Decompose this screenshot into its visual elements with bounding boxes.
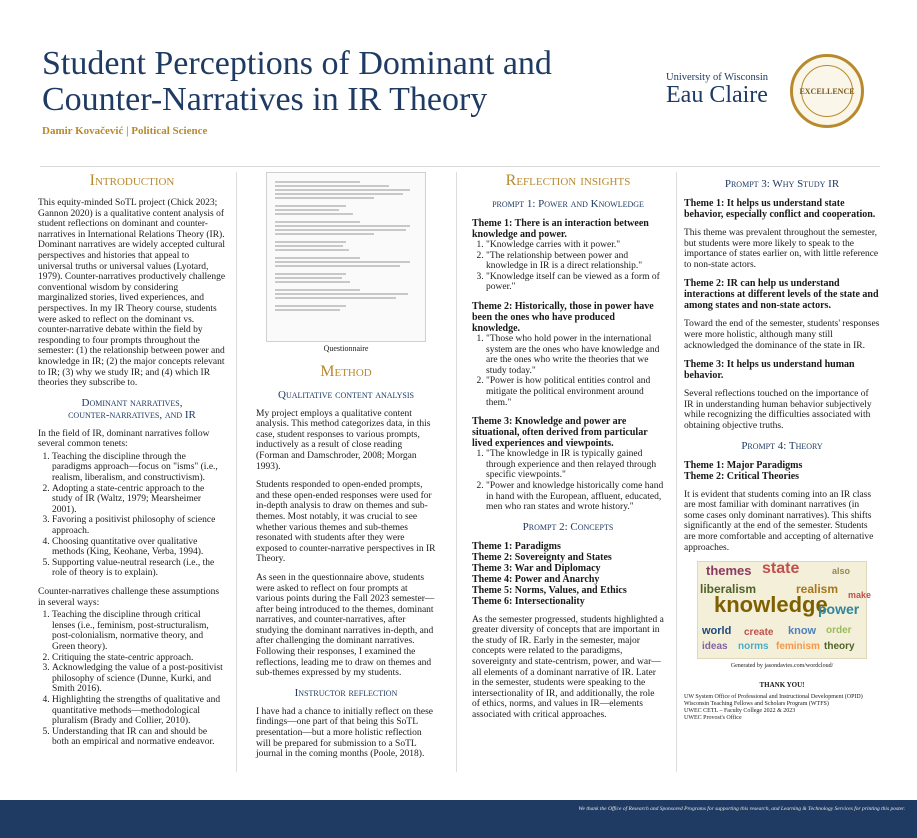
word-cloud-word: norms xyxy=(738,641,769,653)
footer-acknowledgement: We thank the Office of Research and Sponsored Programs for supporting this research, and Learning & Technology Services for printing this poster. xyxy=(578,806,905,812)
list-item: 5. Understanding that IR can and should be both an empirical and normative endeavor. xyxy=(52,727,226,748)
concept-themes xyxy=(472,541,664,607)
word-cloud-word: also xyxy=(832,566,851,577)
list-item: 1. Teaching the discipline through critical lenses (i.e., feminism, post-structuralism, post-colonialism, normative theory, and Green theory). xyxy=(52,610,226,652)
sponsor-item: UWEC CETL – Faculty College 2022 & 2023 xyxy=(684,708,796,715)
campus-name: Eau Claire xyxy=(666,82,768,108)
prompt4-paragraph: It is evident that students coming into an IR class are most familiar with dominant narratives (in some cases only dominant narratives). This shifts significantly at the end of the semester. Students are more comfortable and accepting of alternative approaches. xyxy=(684,489,874,553)
word-cloud-credit: Generated by jasondavies.com/wordcloud/ xyxy=(730,663,834,670)
list-item: 1. "Knowledge carries with it power." xyxy=(486,240,664,251)
list-item: 2. "Power is how political entities control and mitigate the political environment around them." xyxy=(486,376,664,408)
word-cloud-word: create xyxy=(744,627,774,639)
list-item: 3. Favoring a positivist philosophy of science approach. xyxy=(52,515,226,536)
list-item: 1. Teaching the discipline through the paradigms approach—focus on "isms" (i.e., realism, liberalism, and constructivism). xyxy=(52,452,226,484)
dominant-heading-line-1: Dominant narratives, xyxy=(81,396,183,409)
prompt3-theme-2: Theme 2: IR can help us understand interactions at different levels of the state and among states and non-state actors. xyxy=(684,278,879,312)
column-divider xyxy=(676,172,677,772)
column-method xyxy=(256,172,436,768)
prompt3-paragraph-2: Toward the end of the semester, students' responses were more holistic, although many still acknowledged the dominance of the state in IR. xyxy=(684,319,880,351)
list-item: 4. Highlighting the strengths of qualitative and quantitative methods—methodological pluralism (Brady and Collier, 2010). xyxy=(52,695,226,727)
prompt3-paragraph-1: This theme was prevalent throughout the semester, but students were more likely to speak to the importance of states earlier on, with little reference to non-state actors. xyxy=(684,228,879,270)
concept-theme: Theme 1: Paradigms xyxy=(472,540,561,552)
prompt3-theme-3: Theme 3: It helps us understand human behavior. xyxy=(684,359,855,382)
prompt1-theme2-quotes xyxy=(472,334,664,408)
reflection-insights-heading: Reflection insights xyxy=(505,172,631,189)
university-name: University of Wisconsin xyxy=(666,72,769,83)
prompt-3-heading: Prompt 3: Why Study IR xyxy=(724,178,840,190)
university-logo xyxy=(666,72,782,107)
concept-theme: Theme 3: War and Diplomacy xyxy=(472,562,601,574)
poster-title xyxy=(42,46,662,118)
list-item: 5. Supporting value-neutral research (i.e., the role of theory is to explain). xyxy=(52,558,226,579)
word-cloud-word: theory xyxy=(824,641,855,653)
dominant-narratives-heading xyxy=(38,397,226,421)
title-line-1: Student Perceptions of Dominant and xyxy=(42,45,552,82)
prompt4-theme-1: Theme 1: Major Paradigms xyxy=(684,459,803,471)
column-introduction xyxy=(38,172,226,756)
word-cloud-word: state xyxy=(762,560,800,578)
concept-theme: Theme 2: Sovereignty and States xyxy=(472,551,612,563)
prompt3-paragraph-3: Several reflections touched on the importance of IR in understanding human behavior subjectively while recognizing the difficulties associated with obtaining objective truths. xyxy=(684,389,872,431)
instructor-reflection-text: I have had a chance to initially reflect on these findings—one part of that being this SoTL presentation—but a more holistic reflection will be prepared for submission to a SoTL journal in the coming months (Poole, 2018). xyxy=(256,706,433,760)
qualitative-analysis-heading: Qualitative content analysis xyxy=(278,388,414,401)
prompt-1-heading: prompt 1: Power and Knowledge xyxy=(492,198,644,210)
seal-text: EXCELLENCE xyxy=(799,87,855,96)
sponsors-list xyxy=(684,694,880,722)
word-cloud-word: know xyxy=(788,625,817,638)
prompt1-theme-2: Theme 2: Historically, those in power have been the ones who have produced knowledge. xyxy=(472,300,654,334)
word-cloud-word: feminism xyxy=(776,641,820,653)
header-rule xyxy=(40,166,880,167)
list-item: 4. Choosing quantitative over qualitative methods (King, Keohane, Verba, 1994). xyxy=(52,537,226,558)
list-item: 2. Critiquing the state-centric approach. xyxy=(52,653,226,664)
poster-header xyxy=(0,0,917,160)
method-paragraph-2: Students responded to open-ended prompts, and these open-ended responses were used for in-depth analysis to draw on themes and sub-themes. Most notably, it was crucial to see whether various themes and sub-themes resonated with students after they were exposed to counter-narrative perspectives in IR Theory. xyxy=(256,480,436,565)
prompt1-theme1-quotes xyxy=(472,240,664,293)
column-divider xyxy=(236,172,237,772)
method-heading: Method xyxy=(320,362,372,380)
method-paragraph-3: As seen in the questionnaire above, students were asked to reflect on four prompts at various points during the Fall 2023 semester—after being introduced to the themes, dominant narratives, and counter-narratives, after studying the dominant narratives in-depth, and after challenging the dominant narratives. Following their responses, I examined the reflections, leading me to draw on themes and sub-themes expressed by my students. xyxy=(256,572,435,679)
questionnaire-image xyxy=(266,172,426,342)
prompt4-theme-2: Theme 2: Critical Theories xyxy=(684,470,800,482)
word-cloud-word: realism xyxy=(796,582,839,597)
word-cloud-word: knowledge xyxy=(714,592,828,618)
method-paragraph-1: My project employs a qualitative content analysis. This method categorizes data, in this case, student responses to various prompts, inductively as a result of close reading (Forman and Damschroder, 2008; Morgan 1993). xyxy=(256,408,431,472)
word-cloud-word: themes xyxy=(706,563,752,579)
sponsor-item: UWEC Provost's Office xyxy=(684,715,742,722)
word-cloud-image xyxy=(697,560,872,659)
column-prompts-3-4 xyxy=(684,172,880,722)
word-cloud-word: order xyxy=(826,625,852,637)
instructor-reflection-heading: Instructor reflection xyxy=(294,686,398,699)
list-item: 3. Acknowledging the value of a post-positivist philosophy of science (Dunne, Kurki, and Smith 2016). xyxy=(52,663,226,695)
university-seal-icon xyxy=(790,54,864,128)
footer-bar xyxy=(0,800,917,838)
dominant-intro: In the field of IR, dominant narratives follow several common tenets: xyxy=(38,428,210,450)
concept-theme: Theme 6: Intersectionality xyxy=(472,595,585,607)
prompt1-theme-3: Theme 3: Knowledge and power are situational, often derived from particular lived experiences and viewpoints. xyxy=(472,416,648,450)
sponsor-item: UW System Office of Professional and Instructional Development (OPID) xyxy=(684,694,863,701)
word-cloud-word: make xyxy=(848,590,872,601)
list-item: 1. "The knowledge in IR is typically gained through experience and then relayed through specific viewpoints." xyxy=(486,449,664,481)
concept-theme: Theme 4: Power and Anarchy xyxy=(472,573,600,585)
counter-list xyxy=(38,610,226,748)
prompt-2-heading: Prompt 2: Concepts xyxy=(522,520,614,533)
word-cloud-word: ideas xyxy=(702,641,728,653)
dominant-heading-line-2: counter-narratives, and IR xyxy=(68,408,196,421)
list-item: 1. "Those who hold power in the international system are the ones who have knowledge and are the ones who write the theories that we study today." xyxy=(486,334,664,376)
prompt3-theme-1: Theme 1: It helps us understand state behavior, especially conflict and cooperation. xyxy=(684,198,876,220)
thank-you: THANK YOU! xyxy=(759,680,805,689)
introduction-heading: Introduction xyxy=(89,172,175,189)
concepts-paragraph: As the semester progressed, students highlighted a greater diversity of concepts that are important in the study of IR. Early in the semester, major concepts were related to the paradigms, sovereignty and state-centrism, power, and war—all elements of a dominant narrative of IR. Later in the semester, students were speaking to the intersectionality of IR, and additionally, the role of ethics, norms, and values in IR—elements associated with critical approaches. xyxy=(472,614,664,721)
title-line-2: Counter-Narratives in IR Theory xyxy=(42,81,488,118)
dominant-list xyxy=(38,452,226,579)
introduction-text: This equity-minded SoTL project (Chick 2023; Gannon 2020) is a qualitative content analysis of student reflections on dominant and counter-narratives in International Relations Theory (IR). Dominant narratives are widely accepted cultural perspectives and histories that appeal to universal truths or universal values (Lyotard, 1979). Counter-narratives productively challenge conventional wisdom by considering marginalized stories, lived experiences, and perspectives. In my IR Theory course, students were asked to reflect on the dominant vs. counter-narrative debate within the field by responding to four prompts throughout the semester: (1) the relationship between power and knowledge in IR; (2) the major concepts relevant to IR; (3) why we study IR; and (4) which IR theories they subscribe to. xyxy=(38,198,226,389)
prompt-4-heading: Prompt 4: Theory xyxy=(741,439,823,452)
list-item: 2. "Power and knowledge historically come hand in hand with the European, affluent, educated, men who ran states and wrote history." xyxy=(486,481,664,513)
prompt1-theme3-quotes xyxy=(472,449,664,513)
list-item: 2. "The relationship between power and knowledge in IR is a direct relationship." xyxy=(486,251,664,272)
word-cloud-word: power xyxy=(818,601,860,618)
list-item: 2. Adopting a state-centric approach to the study of IR (Waltz, 1979; Mearsheimer 2001). xyxy=(52,484,226,516)
sponsor-item: Wisconsin Teaching Fellows and Scholars Program (WTFS) xyxy=(684,701,829,708)
counter-intro: Counter-narratives challenge these assumptions in several ways: xyxy=(38,587,220,608)
concept-theme: Theme 5: Norms, Values, and Ethics xyxy=(472,584,627,596)
questionnaire-caption: Questionnaire xyxy=(323,344,369,353)
word-cloud-word: world xyxy=(702,625,732,638)
column-reflection-insights xyxy=(472,172,664,729)
list-item: 3. "Knowledge itself can be viewed as a form of power." xyxy=(486,272,664,293)
prompt1-theme-1: Theme 1: There is an interaction between knowledge and power. xyxy=(472,218,649,240)
author-line: Damir Kovačević | Political Science xyxy=(42,125,208,137)
word-cloud-word: liberalism xyxy=(700,582,757,597)
column-divider xyxy=(456,172,457,772)
